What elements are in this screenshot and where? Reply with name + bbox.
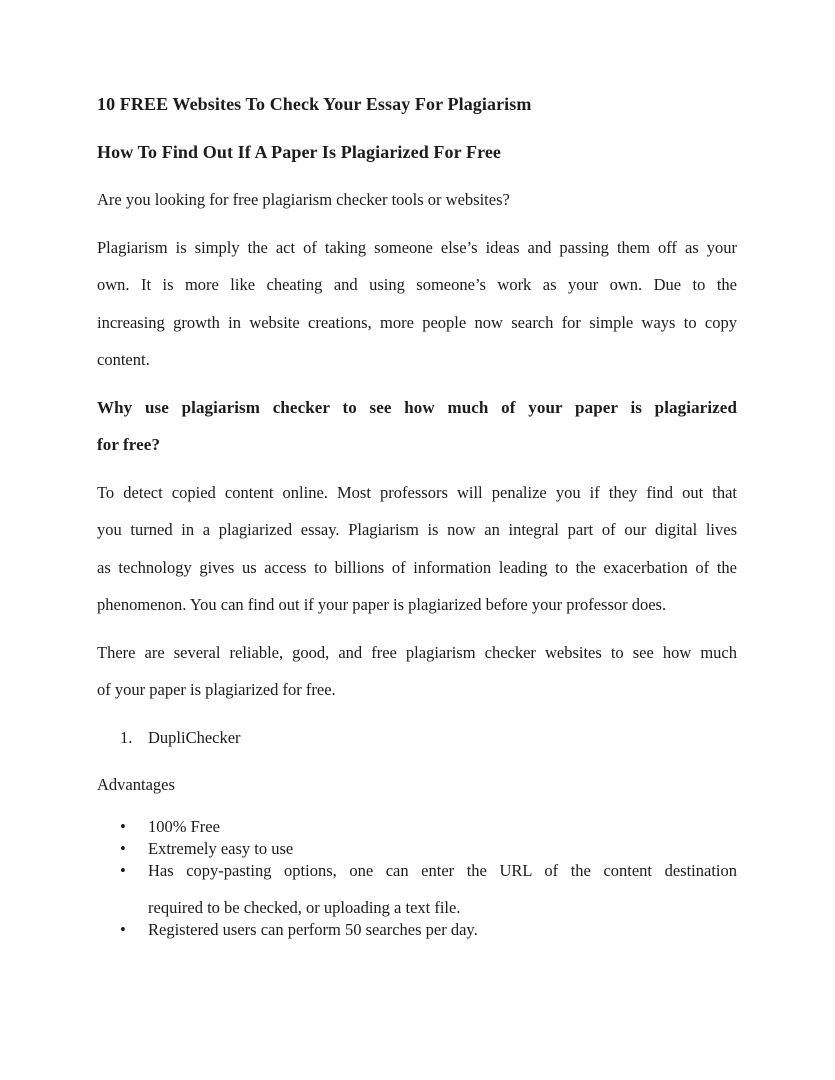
- paragraph-plagiarism-definition: [97, 229, 737, 379]
- text-line: required to be checked, or uploading a text file.: [148, 897, 461, 917]
- document-title: 10 FREE Websites To Check Your Essay For Plagiarism: [97, 94, 532, 114]
- bullet-text: [148, 838, 737, 859]
- text-line: own. It is more like cheating and using someone’s work as your own. Due to the: [97, 275, 737, 294]
- bullet-icon: •: [120, 838, 126, 858]
- text-line: increasing growth in website creations, more people now search for simple ways to copy: [97, 312, 737, 332]
- bullet-icon: •: [120, 919, 126, 939]
- bullet-text: [148, 919, 737, 940]
- text-line: as technology gives us access to billions of information leading to the exacerbation of the: [97, 557, 737, 577]
- text-line: Why use plagiarism checker to see how much of your paper is plagiarized: [97, 397, 737, 417]
- advantages-list: [97, 816, 737, 940]
- document-subtitle: How To Find Out If A Paper Is Plagiarized For Free: [97, 141, 502, 162]
- list-item: [97, 816, 737, 837]
- bullet-text: [148, 860, 737, 918]
- list-item: [97, 860, 737, 918]
- paragraph-several-reliable-sites: [97, 634, 737, 709]
- intro-question-text: Are you looking for free plagiarism checker tools or websites?: [97, 190, 510, 209]
- text-line: of your paper is plagiarized for free.: [97, 680, 336, 699]
- list-item: [97, 919, 737, 940]
- advantages-heading: Advantages: [97, 775, 175, 794]
- numbered-list-item-duplichecker: [97, 719, 737, 757]
- text-line: There are several reliable, good, and free plagiarism checker websites to see how much: [97, 642, 737, 662]
- section-heading-why-use-checker: [97, 389, 737, 464]
- text-line: Extremely easy to use: [148, 838, 294, 858]
- bullet-icon: •: [120, 816, 126, 836]
- text-line: for free?: [97, 435, 161, 454]
- text-line: you turned in a plagiarized essay. Plagiarism is now an integral part of our digital lives: [97, 520, 737, 539]
- bullet-text: [148, 816, 737, 837]
- numbered-item-label: DupliChecker: [148, 727, 241, 747]
- text-line: 100% Free: [148, 816, 220, 836]
- text-line: Registered users can perform 50 searches per day.: [148, 919, 478, 939]
- list-item: [97, 838, 737, 859]
- text-line: Plagiarism is simply the act of taking someone else’s ideas and passing them off as your: [97, 237, 737, 257]
- bullet-icon: •: [120, 860, 126, 880]
- text-line: To detect copied content online. Most professors will penalize you if they find out that: [97, 482, 737, 502]
- paragraph-detect-copied-content: [97, 474, 737, 624]
- text-line: Has copy-pasting options, one can enter the URL of the content destination: [148, 860, 737, 880]
- text-line: phenomenon. You can find out if your paper is plagiarized before your professor does.: [97, 595, 667, 614]
- list-number: 1.: [120, 727, 133, 747]
- text-line: content.: [97, 350, 150, 369]
